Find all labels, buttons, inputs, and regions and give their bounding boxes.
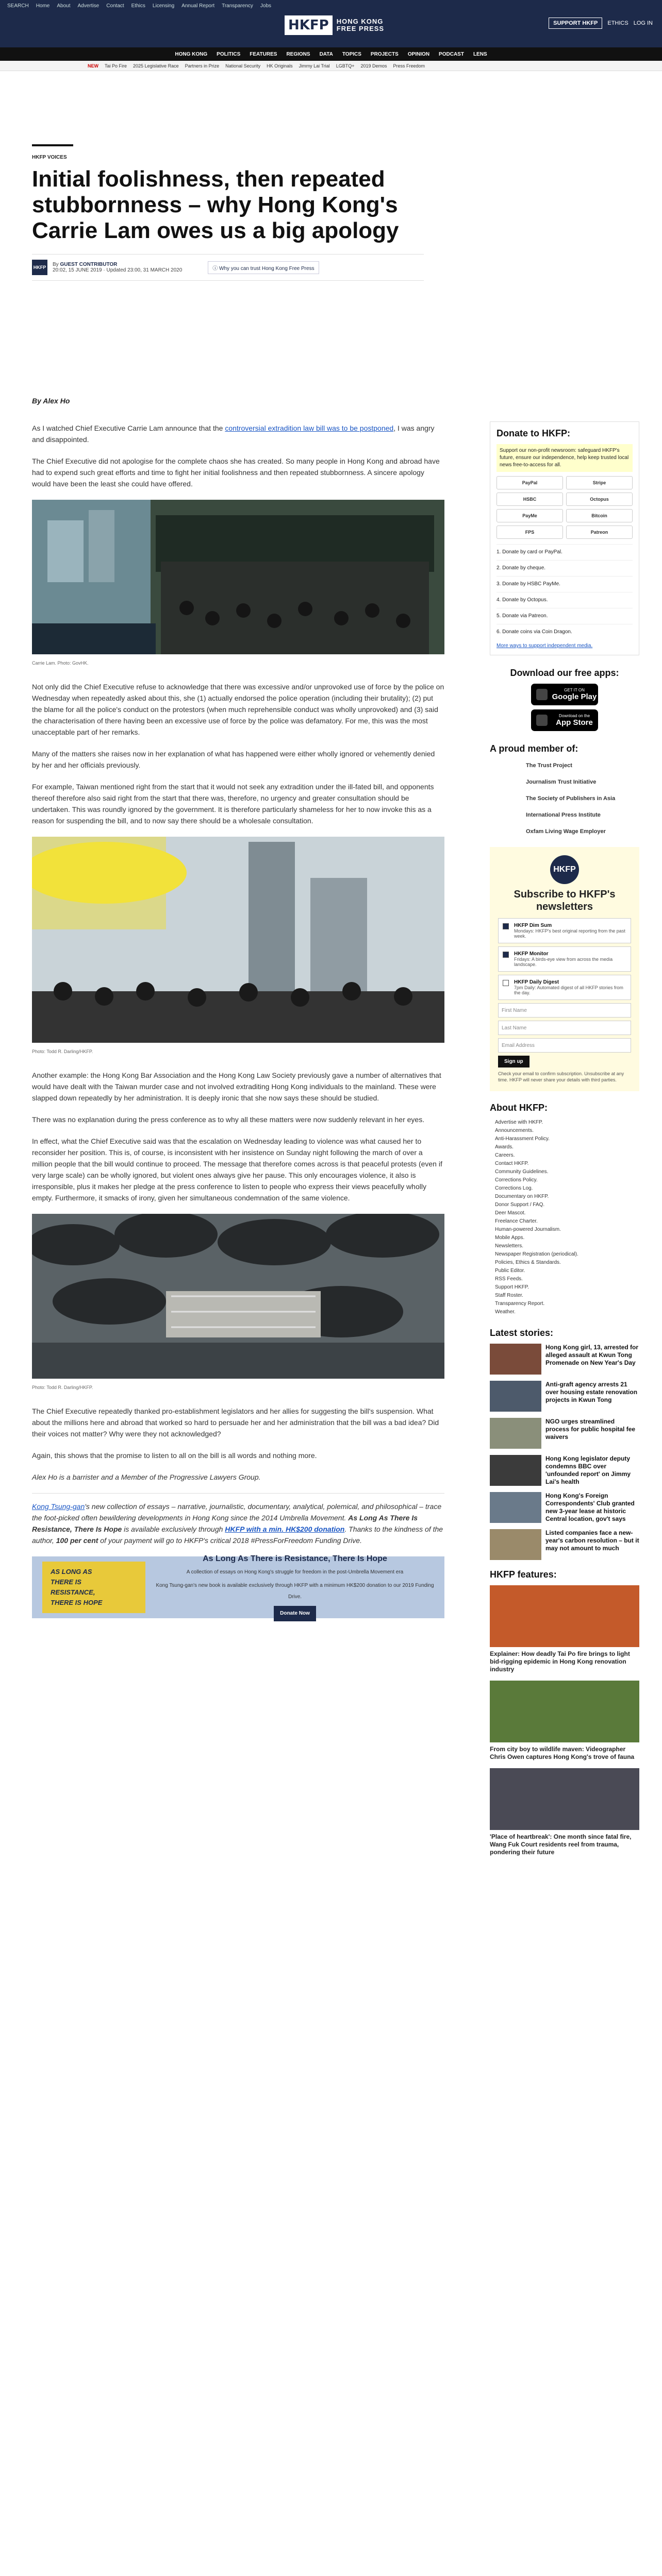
signup-row xyxy=(498,1056,631,1071)
donate-option[interactable]: 6. Donate coins via Coin Dragon. xyxy=(496,624,633,640)
nl-opt-desc: 7pm Daily: Automated digest of all HKFP stories from the day. xyxy=(514,985,623,995)
story-title[interactable]: Listed companies face a new-year's carbon resolution – but it may not amount to much xyxy=(545,1529,639,1552)
about-link[interactable]: Documentary on HKFP. xyxy=(495,1194,549,1199)
story-title[interactable]: Anti-graft agency arrests 21 over housing estate renovation projects in Kwun Tong xyxy=(545,1381,638,1403)
trending-item[interactable]: LGBTQ+ xyxy=(336,63,355,69)
paragraph: Another example: the Hong Kong Bar Association and the Hong Kong Law Society previously gave a number of alternatives that would have dealt with the Taiwan murder case and not involved extraditing Hong Kong individuals to the mainland. These were slapped down repeatedly by her administration. It is deeply ironic that she now says these should be studied. xyxy=(32,1071,441,1102)
by-label: By xyxy=(53,262,59,267)
donate-list xyxy=(496,544,633,640)
gp-small: GET IT ON xyxy=(564,688,585,692)
paragraph: Not only did the Chief Executive refuse to acknowledge that there was excessive and/or unprovoked use of force by the police on Wednesday when repeatedly asked about this, she (1) actually endorsed the police operation (including their brutality); (2) put the blame for all the police's conduct on the protestors (when much reprehensible conduct was wholly unprovoked) and (3) said the characterisation of there having been an excessive use of force by the police was defamatory. For me, this was the most unacceptable part of her remarks. xyxy=(32,683,444,736)
nav-topics[interactable]: TOPICS xyxy=(342,51,361,57)
trending-item[interactable]: Press Freedom xyxy=(393,63,425,69)
about-link[interactable]: Corrections Log. xyxy=(495,1185,533,1191)
about-link[interactable]: About xyxy=(57,3,71,9)
member-jti[interactable]: Journalism Trust Initiative xyxy=(526,779,597,785)
nl-opt-desc: Fridays: A birds-eye view from across the media landscape. xyxy=(514,957,613,967)
story-title[interactable]: Hong Kong girl, 13, arrested for alleged assault at Kwun Tong Promenade on New Year's Day xyxy=(545,1344,639,1366)
promo-percent: 100 per cent xyxy=(56,1536,98,1545)
as-label: App Store xyxy=(556,718,593,727)
article-title: Initial foolishness, then repeated stubbornness – why Hong Kong's Carrie Lam owes us a big apology xyxy=(32,166,399,243)
author-meta xyxy=(53,262,182,273)
umbrella-crowd-image xyxy=(32,1214,444,1379)
story-thumbnail[interactable] xyxy=(490,1455,541,1486)
about-title: About HKFP: xyxy=(490,1103,548,1113)
login-button[interactable]: LOG IN xyxy=(633,20,653,26)
extradition-bill-link[interactable]: controversial extradition law bill was to be postponed xyxy=(225,424,394,432)
cover-line: THERE IS xyxy=(51,1578,81,1586)
header-rule xyxy=(32,144,73,146)
feature-story[interactable] xyxy=(490,1768,639,1856)
nav-hong-kong[interactable]: HONG KONG xyxy=(175,51,208,57)
nl-opt-title: HKFP Dim Sum xyxy=(514,923,552,928)
member-sopa[interactable]: The Society of Publishers in Asia xyxy=(526,795,616,802)
newsletter-monitor[interactable] xyxy=(498,946,631,972)
story-title[interactable]: Hong Kong legislator deputy condemns BBC over 'unfounded report' on Jimmy Lai's health xyxy=(545,1455,631,1485)
paragraph: The Chief Executive did not apologise for the complete chaos she has created. So many people in Hong Kong and abroad have had to expend such great efforts and time to fight her initial foolishness and then repeated stubbornness. A sincere apology would have been the least she could have offered. xyxy=(32,457,440,488)
book-promo-text xyxy=(32,1501,444,1546)
member-title: A proud member of: xyxy=(490,743,578,754)
pm-stripe[interactable]: Stripe xyxy=(566,476,633,489)
about-link[interactable]: Weather. xyxy=(495,1309,516,1315)
ethics-link[interactable]: Ethics xyxy=(131,3,145,9)
trending-item[interactable]: HK Originals xyxy=(267,63,293,69)
latest-widget xyxy=(490,1328,639,1560)
paragraph: In effect, what the Chief Executive said was that the escalation on Wednesday leading to violence was what caused her to reconsider her position. This is, of course, is inconsistent with her insistence on Sunday night following the march of over a million people that the bill would continue to proceed. The message that therefore comes across is that peaceful protests (even if very large scale) can be wholly ignored, but violent ones always give her pause. This only encourages violence, it also is irresponsible, plus it makes her pledge at the press conference to listen to people who express their views peacefully wholly empty. Furthermore, it smacks of irony, given her simultaneous condemnation of the same violence. xyxy=(32,1137,442,1202)
trending-item[interactable]: Tai Po Fire xyxy=(105,63,127,69)
nav-lens[interactable]: LENS xyxy=(473,51,487,57)
ethics-button[interactable]: ETHICS xyxy=(607,20,628,26)
gp-label: Google Play xyxy=(552,692,597,701)
photo-umbrella-crowd xyxy=(32,1214,444,1379)
donate-widget xyxy=(490,421,639,655)
cover-line: AS LONG AS xyxy=(51,1568,92,1575)
nav-projects[interactable]: PROJECTS xyxy=(370,51,399,57)
about-link[interactable]: Awards. xyxy=(495,1144,514,1150)
book-banner-title: As Long As There is Resistance, There Is Hope xyxy=(203,1554,387,1563)
masthead-actions xyxy=(549,18,653,29)
member-trust-project[interactable]: The Trust Project xyxy=(526,762,572,769)
story-title[interactable]: Hong Kong's Foreign Correspondents' Club granted new 3-year lease at historic Central location, gov't says xyxy=(545,1492,635,1522)
transparency-link[interactable]: Transparency xyxy=(222,3,253,9)
article-byline: By Alex Ho xyxy=(32,397,70,405)
logo-line1: HONG KONG xyxy=(336,18,384,25)
promo-text-4: of your payment will go to HKFP's critical 2018 #PressForFreedom Funding Drive. xyxy=(98,1536,362,1545)
trending-bar xyxy=(0,61,662,71)
annual-report-link[interactable]: Annual Report xyxy=(181,3,215,9)
article-dates: 20:02, 15 JUNE 2019 · Updated 23:00, 31 MARCH 2020 xyxy=(53,267,183,273)
feature-title[interactable]: 'Place of heartbreak': One month since fatal fire, Wang Fuk Court residents reel from trauma, pondering their future xyxy=(490,1833,632,1856)
cover-line: RESISTANCE, xyxy=(51,1588,95,1596)
book-banner-text xyxy=(156,1553,434,1621)
paragraph: For example, Taiwan mentioned right from the start that it would not seek any extradition under the ill-fated bill, and opponents thereof therefore also said right from the start that there was, therefore, no urgency and greater consultation should be undertaken. This was roundly ignored by the government. It is therefore particularly shameless for her to now invoke this as a reason for suspending the bill, and to now say there should be a wholesale consultation. xyxy=(32,783,434,825)
donate-option[interactable]: 2. Donate by cheque. xyxy=(496,560,633,576)
cover-line: THERE IS HOPE xyxy=(51,1599,103,1606)
support-hkfp-button[interactable]: SUPPORT HKFP xyxy=(549,18,602,29)
first-name-field[interactable]: First Name xyxy=(498,1003,631,1018)
search-link[interactable]: SEARCH xyxy=(7,3,29,9)
about-link[interactable]: Community Guidelines. xyxy=(495,1169,549,1175)
pm-fps[interactable]: FPS xyxy=(496,526,563,539)
paragraph: The Chief Executive repeatedly thanked pro-establishment legislators and her allies for suggesting the bill's suspension. What about the millions here and abroad that worked so hard to persuade her and her administration that the bill was a bad idea? Did their voices not matter? Why were they not acknowledged? xyxy=(32,1407,439,1438)
nl-opt-title: HKFP Monitor xyxy=(514,951,549,957)
feature-title[interactable]: Explainer: How deadly Tai Po fire brings to light bid-rigging epidemic in Hong Kong renovation industry xyxy=(490,1650,630,1673)
nav-regions[interactable]: REGIONS xyxy=(286,51,310,57)
trending-new-badge: NEW xyxy=(88,63,98,69)
author-avatar: HKFP xyxy=(32,260,47,275)
author-bio: Alex Ho is a barrister and a Member of the Progressive Lawyers Group. xyxy=(32,1473,261,1481)
site-logo[interactable] xyxy=(285,15,384,35)
about-link[interactable]: Support HKFP. xyxy=(495,1284,529,1290)
pm-paypal[interactable]: PayPal xyxy=(496,476,563,489)
nav-data[interactable]: DATA xyxy=(319,51,333,57)
logo-line2: FREE PRESS xyxy=(336,25,385,32)
photo-umbrella-protest xyxy=(32,837,444,1043)
trust-link[interactable]: ⓘ Why you can trust Hong Kong Free Press xyxy=(208,261,319,274)
member-oxfam[interactable]: Oxfam Living Wage Employer xyxy=(526,828,606,835)
feature-image[interactable] xyxy=(490,1681,639,1742)
payment-grid xyxy=(496,476,633,539)
divider xyxy=(32,1493,444,1494)
trending-item[interactable]: 2025 Legislative Race xyxy=(133,63,179,69)
member-widget xyxy=(490,743,639,838)
nl-opt-desc: Mondays: HKFP's best original reporting from the past week. xyxy=(514,928,625,939)
about-link[interactable]: Staff Roster. xyxy=(495,1293,523,1298)
contact-link[interactable]: Contact xyxy=(106,3,124,9)
sidebar-google-play-badge[interactable] xyxy=(531,684,598,705)
about-link[interactable]: Newspaper Registration (periodical). xyxy=(495,1251,578,1257)
pm-bitcoin[interactable]: Bitcoin xyxy=(566,509,633,522)
story-thumbnail[interactable] xyxy=(490,1492,541,1523)
pm-octopus[interactable]: Octopus xyxy=(566,493,633,506)
donate-title: Donate to HKFP: xyxy=(496,428,570,438)
about-link[interactable]: Freelance Charter. xyxy=(495,1218,538,1224)
photo-carrie-lam xyxy=(32,500,444,654)
latest-story[interactable] xyxy=(490,1381,639,1412)
p1-text-end: , I was angry and disappointed. xyxy=(32,424,435,444)
feature-title[interactable]: From city boy to wildlife maven: Videographer Chris Owen captures Hong Kong's trove of fauna xyxy=(490,1745,635,1760)
book-cover xyxy=(42,1562,145,1613)
features-list xyxy=(490,1585,639,1856)
feature-image[interactable] xyxy=(490,1585,639,1647)
story-thumbnail[interactable] xyxy=(490,1529,541,1560)
promo-text-2: is available exclusively through xyxy=(122,1525,225,1533)
advertise-link[interactable]: Advertise xyxy=(77,3,100,9)
story-thumbnail[interactable] xyxy=(490,1344,541,1375)
latest-title: Latest stories: xyxy=(490,1328,554,1338)
kong-tsung-gan-link[interactable]: Kong Tsung-gan xyxy=(32,1502,85,1511)
checkbox-icon[interactable] xyxy=(503,952,509,958)
logo-text xyxy=(337,18,384,32)
p1-text: As I watched Chief Executive Carrie Lam announce that the xyxy=(32,424,225,432)
feature-story[interactable] xyxy=(490,1681,639,1761)
about-link[interactable]: Anti-Harassment Policy. xyxy=(495,1136,550,1142)
latest-story[interactable] xyxy=(490,1344,639,1375)
trending-item[interactable]: 2019 Demos xyxy=(360,63,387,69)
about-link[interactable]: Human-powered Journalism. xyxy=(495,1227,561,1232)
about-link[interactable]: Careers. xyxy=(495,1153,515,1158)
paragraph xyxy=(32,422,444,445)
promo-text-3: . Thanks to the kindness of the author, xyxy=(32,1525,443,1545)
trust-text: Why you can trust Hong Kong Free Press xyxy=(219,265,315,272)
author-row xyxy=(32,254,424,281)
sidebar-app-store-badge[interactable] xyxy=(531,709,598,731)
newsletter-dim-sum[interactable] xyxy=(498,918,631,943)
paragraph: There was no explanation during the press conference as to why all these matters were now suddenly relevant in her eyes. xyxy=(32,1115,425,1124)
email-field[interactable]: Email Address xyxy=(498,1038,631,1053)
checkbox-icon[interactable] xyxy=(503,980,509,986)
trending-item[interactable]: National Security xyxy=(225,63,261,69)
latest-story[interactable] xyxy=(490,1418,639,1449)
about-link[interactable]: Announcements. xyxy=(495,1128,534,1133)
newsletter-logo: HKFP xyxy=(550,855,579,884)
features-widget xyxy=(490,1569,639,1856)
donate-option[interactable]: 1. Donate by card or PayPal. xyxy=(496,544,633,560)
checkbox-icon[interactable] xyxy=(503,923,509,929)
book-title: As Long As There Is Resistance, There Is Hope xyxy=(32,1514,418,1533)
photo-caption: Photo: Todd R. Darling/HKFP. xyxy=(32,1385,93,1390)
story-title[interactable]: NGO urges streamlined process for public hospital fee waivers xyxy=(545,1418,636,1440)
photo-caption: Carrie Lam. Photo: GovHK. xyxy=(32,660,89,666)
article-header xyxy=(32,144,455,281)
feature-image[interactable] xyxy=(490,1768,639,1830)
google-play-icon xyxy=(536,689,548,700)
about-widget xyxy=(490,1103,639,1316)
features-title: HKFP features: xyxy=(490,1569,557,1580)
nav-features[interactable]: FEATURES xyxy=(250,51,277,57)
about-link[interactable]: Advertise with HKFP. xyxy=(495,1120,543,1125)
pm-patreon[interactable]: Patreon xyxy=(566,526,633,539)
main-nav xyxy=(0,47,662,61)
nl-opt-title: HKFP Daily Digest xyxy=(514,979,559,985)
latest-story[interactable] xyxy=(490,1492,639,1523)
feature-story[interactable] xyxy=(490,1585,639,1673)
nav-politics[interactable]: POLITICS xyxy=(217,51,241,57)
story-thumbnail[interactable] xyxy=(490,1418,541,1449)
apps-widget xyxy=(490,668,639,731)
about-link[interactable]: Policies, Ethics & Standards. xyxy=(495,1260,561,1265)
paragraph: Many of the matters she raises now in her explanation of what has happened were either wholly ignored or vehemently denied by her and her officials previously. xyxy=(32,750,435,769)
more-ways-link[interactable]: More ways to support independent media. xyxy=(496,643,593,649)
promo-text-1: 's new collection of essays – narrative, journalistic, documentary, analytical, polemical, and philosophical – trace the foot-picked often bewildering developments in Hong Kong since the 2014 Umbrella Movement. xyxy=(32,1502,442,1522)
story-thumbnail[interactable] xyxy=(490,1381,541,1412)
licensing-link[interactable]: Licensing xyxy=(152,3,175,9)
newsletter-title: Subscribe to HKFP's newsletters xyxy=(514,889,616,912)
book-banner-author: Kong Tsung-gan's new book is available exclusively through HKFP with a minimum HK$200 donation to our 2019 Funding Drive. xyxy=(156,1583,434,1600)
signup-button[interactable]: Sign up xyxy=(498,1056,529,1067)
logo-mark: HKFP xyxy=(285,15,333,35)
home-link[interactable]: Home xyxy=(36,3,50,9)
jobs-link[interactable]: Jobs xyxy=(260,3,272,9)
article-body xyxy=(32,422,444,1618)
about-list xyxy=(490,1118,639,1316)
about-link[interactable]: Newsletters. xyxy=(495,1243,524,1249)
as-small: Download on the xyxy=(558,714,590,718)
about-link[interactable]: Mobile Apps. xyxy=(495,1235,525,1241)
donate-intro: Support our non-profit newsroom: safeguard HKFP's future, ensure our independence, help keep trusted local news free-to-access for all. xyxy=(496,444,633,472)
masthead xyxy=(0,11,662,47)
about-link[interactable]: RSS Feeds. xyxy=(495,1276,523,1282)
top-utility-bar xyxy=(0,0,662,11)
pm-hsbc[interactable]: HSBC xyxy=(496,493,563,506)
author-name[interactable]: GUEST CONTRIBUTOR xyxy=(60,262,118,267)
newsletter-daily-digest[interactable] xyxy=(498,975,631,1000)
about-link[interactable]: Public Editor. xyxy=(495,1268,525,1274)
pm-payme[interactable]: PayMe xyxy=(496,509,563,522)
newsletter-note: Check your email to confirm subscription. Unsubscribe at any time. HKFP will never share your details with third parties. xyxy=(498,1071,624,1082)
apple-icon xyxy=(536,715,548,726)
donate-option[interactable]: 4. Donate by Octopus. xyxy=(496,592,633,608)
nav-podcast[interactable]: PODCAST xyxy=(439,51,464,57)
book-banner-sub: A collection of essays on Hong Kong's struggle for freedom in the post-Umbrella Movement era xyxy=(186,1569,404,1575)
about-link[interactable]: Corrections Policy. xyxy=(495,1177,538,1183)
paragraph: Again, this shows that the promise to listen to all on the bill is all words and nothing more. xyxy=(32,1451,317,1460)
article-kicker[interactable]: HKFP VOICES xyxy=(32,155,67,160)
sidebar xyxy=(490,421,639,1863)
about-link[interactable]: Transparency Report. xyxy=(495,1301,545,1307)
nav-opinion[interactable]: OPINION xyxy=(407,51,430,57)
member-ipi[interactable]: International Press Institute xyxy=(526,812,601,818)
donate-option[interactable]: 3. Donate by HSBC PayMe. xyxy=(496,576,633,592)
photo-caption: Photo: Todd R. Darling/HKFP. xyxy=(32,1049,93,1054)
apps-title: Download our free apps: xyxy=(510,668,619,678)
trending-item[interactable]: Partners in Prize xyxy=(185,63,220,69)
protest-tower-image xyxy=(32,837,444,1043)
about-link[interactable]: Contact HKFP. xyxy=(495,1161,529,1166)
press-conference-image xyxy=(32,500,444,654)
donate-option[interactable]: 5. Donate via Patreon. xyxy=(496,608,633,624)
about-link[interactable]: Donor Support / FAQ. xyxy=(495,1202,545,1208)
trending-item[interactable]: Jimmy Lai Trial xyxy=(299,63,330,69)
donation-link[interactable]: HKFP with a min. HK$200 donation xyxy=(225,1525,345,1533)
latest-story[interactable] xyxy=(490,1529,639,1560)
book-banner[interactable] xyxy=(32,1556,444,1618)
about-link[interactable]: Deer Mascot. xyxy=(495,1210,526,1216)
latest-story[interactable] xyxy=(490,1455,639,1486)
newsletter-widget xyxy=(490,847,639,1091)
last-name-field[interactable]: Last Name xyxy=(498,1021,631,1035)
latest-list xyxy=(490,1344,639,1560)
book-donate-button[interactable]: Donate Now xyxy=(274,1606,316,1621)
